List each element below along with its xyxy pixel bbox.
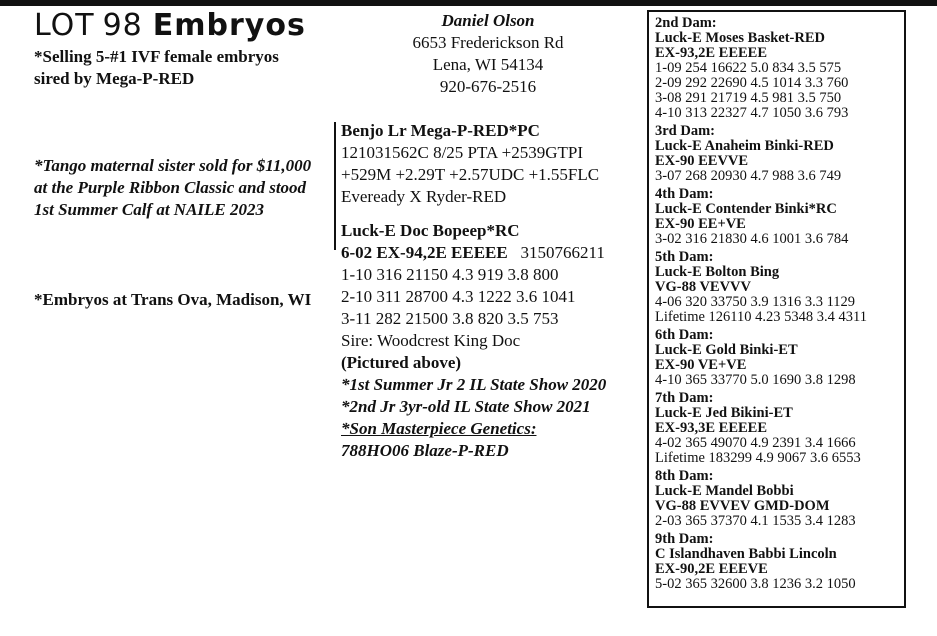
- dam-entry-record: 3-08 291 21719 4.5 981 3.5 750: [655, 90, 842, 106]
- dam-entry-record: 3-07 268 20930 4.7 988 3.6 749: [655, 168, 842, 184]
- sire-line: +529M +2.29T +2.57UDC +1.55FLC: [341, 165, 600, 184]
- dam-entry: [655, 187, 898, 247]
- lot-number: 98: [102, 8, 143, 43]
- dam-entry-record: 1-09 254 16622 5.0 834 3.5 575: [655, 60, 842, 76]
- pictured-note: (Pictured above): [341, 353, 462, 372]
- dam-generation-label: 2nd Dam:: [655, 15, 717, 31]
- sire-line: 121031562C 8/25 PTA +2539GTPI: [341, 143, 583, 162]
- dam-entry-class: VG-88 VEVVV: [655, 279, 751, 295]
- intro-line: sired by Mega-P-RED: [34, 69, 195, 88]
- dam-generation-label: 6th Dam:: [655, 327, 714, 343]
- dam-entry-class: EX-90 EEVVE: [655, 153, 749, 169]
- pedigree-main: [341, 120, 641, 462]
- consignor-address-line2: Lena, WI 54134: [432, 55, 544, 74]
- dam-entry-record: 4-06 320 33750 3.9 1316 3.3 1129: [655, 294, 856, 310]
- dam-entry-class: EX-90 VE+VE: [655, 357, 747, 373]
- dam-record: 2-10 311 28700 4.3 1222 3.6 1041: [341, 287, 576, 306]
- consignor-address-line1: 6653 Frederickson Rd: [412, 33, 564, 52]
- dam-entry: [655, 16, 898, 121]
- tango-line: 1st Summer Calf at NAILE 2023: [34, 200, 265, 219]
- dam-sire: Sire: Woodcrest King Doc: [341, 331, 521, 350]
- dam-entry-class: VG-88 EVVEV GMD-DOM: [655, 498, 830, 514]
- dam-class: 6-02 EX-94,2E EEEEE: [341, 243, 508, 262]
- consignor-name: Daniel Olson: [441, 11, 535, 30]
- dam-entry: [655, 532, 898, 592]
- dam-entry-name: C Islandhaven Babbi Lincoln: [655, 546, 837, 562]
- dam-entry: [655, 124, 898, 184]
- lot-label: LOT: [34, 8, 95, 43]
- tango-line: at the Purple Ribbon Classic and stood: [34, 178, 307, 197]
- dam-award: *1st Summer Jr 2 IL State Show 2020: [341, 375, 607, 394]
- dam-entry-name: Luck-E Jed Bikini-ET: [655, 405, 793, 421]
- dam-entry-name: Luck-E Mandel Bobbi: [655, 483, 794, 499]
- dam-award: *2nd Jr 3yr-old IL State Show 2021: [341, 397, 591, 416]
- son-name: 788HO06 Blaze-P-RED: [341, 441, 509, 460]
- dam-entry-record: 4-02 365 49070 4.9 2391 3.4 1666: [655, 435, 856, 451]
- dam-record: 3-11 282 21500 3.8 820 3.5 753: [341, 309, 559, 328]
- tango-line: *Tango maternal sister sold for $11,000: [34, 156, 312, 175]
- dam-entry-record: 5-02 365 32600 3.8 1236 3.2 1050: [655, 576, 856, 592]
- dam-entry-name: Luck-E Anaheim Binki-RED: [655, 138, 834, 154]
- dam-class-line: [341, 242, 641, 264]
- dam-block: [341, 220, 641, 462]
- top-rule: [0, 0, 937, 6]
- dam-entry-name: Luck-E Contender Binki*RC: [655, 201, 837, 217]
- lot-word: Embryos: [152, 8, 306, 43]
- dam-entry-name: Luck-E Bolton Bing: [655, 264, 780, 280]
- dam-generation-label: 4th Dam:: [655, 186, 714, 202]
- dam-entry-record: 2-09 292 22690 4.5 1014 3.3 760: [655, 75, 849, 91]
- dam-entry-record: 4-10 365 33770 5.0 1690 3.8 1298: [655, 372, 856, 388]
- dam-id: 3150766211: [520, 243, 605, 262]
- dam-generation-label: 3rd Dam:: [655, 123, 716, 139]
- dam-entry-class: EX-90,2E EEEVE: [655, 561, 768, 577]
- dam-entry: [655, 469, 898, 529]
- dam-entry-record: 3-02 316 21830 4.6 1001 3.6 784: [655, 231, 849, 247]
- embryo-location-note: *Embryos at Trans Ova, Madison, WI: [34, 290, 312, 309]
- dam-entry-class: EX-90 EE+VE: [655, 216, 746, 232]
- intro-text: [34, 46, 324, 90]
- consignor-phone: 920-676-2516: [439, 77, 537, 96]
- dam-entry-name: Luck-E Moses Basket-RED: [655, 30, 825, 46]
- intro-line: *Selling 5-#1 IVF female embryos: [34, 47, 279, 66]
- dam-entry-record: 4-10 313 22327 4.7 1050 3.6 793: [655, 105, 849, 121]
- son-label: *Son Masterpiece Genetics:: [341, 419, 537, 438]
- dam-entry-class: EX-93,3E EEEEE: [655, 420, 767, 436]
- dam-generation-label: 5th Dam:: [655, 249, 714, 265]
- dam-entry-record: Lifetime 183299 4.9 9067 3.6 6553: [655, 450, 861, 466]
- dam-entry: [655, 328, 898, 388]
- dam-entry-record: Lifetime 126110 4.23 5348 3.4 4311: [655, 309, 867, 325]
- dam-entry-record: 2-03 365 37370 4.1 1535 3.4 1283: [655, 513, 856, 529]
- dam-entry: [655, 250, 898, 325]
- dam-generation-label: 7th Dam:: [655, 390, 714, 406]
- dam-name: Luck-E Doc Bopeep*RC: [341, 221, 520, 240]
- dam-entry: [655, 391, 898, 466]
- dam-entry-name: Luck-E Gold Binki-ET: [655, 342, 798, 358]
- consignor-block: [396, 10, 580, 98]
- sire-name: Benjo Lr Mega-P-RED*PC: [341, 121, 540, 140]
- tango-note: [34, 155, 334, 221]
- dam-lineage-box: [647, 10, 906, 608]
- pedigree-bracket: [334, 122, 336, 250]
- dam-generation-label: 8th Dam:: [655, 468, 714, 484]
- lot-title: [34, 8, 306, 43]
- dam-generation-label: 9th Dam:: [655, 531, 714, 547]
- dam-record: 1-10 316 21150 4.3 919 3.8 800: [341, 265, 559, 284]
- sire-line: Eveready X Ryder-RED: [341, 187, 507, 206]
- dam-entry-class: EX-93,2E EEEEE: [655, 45, 767, 61]
